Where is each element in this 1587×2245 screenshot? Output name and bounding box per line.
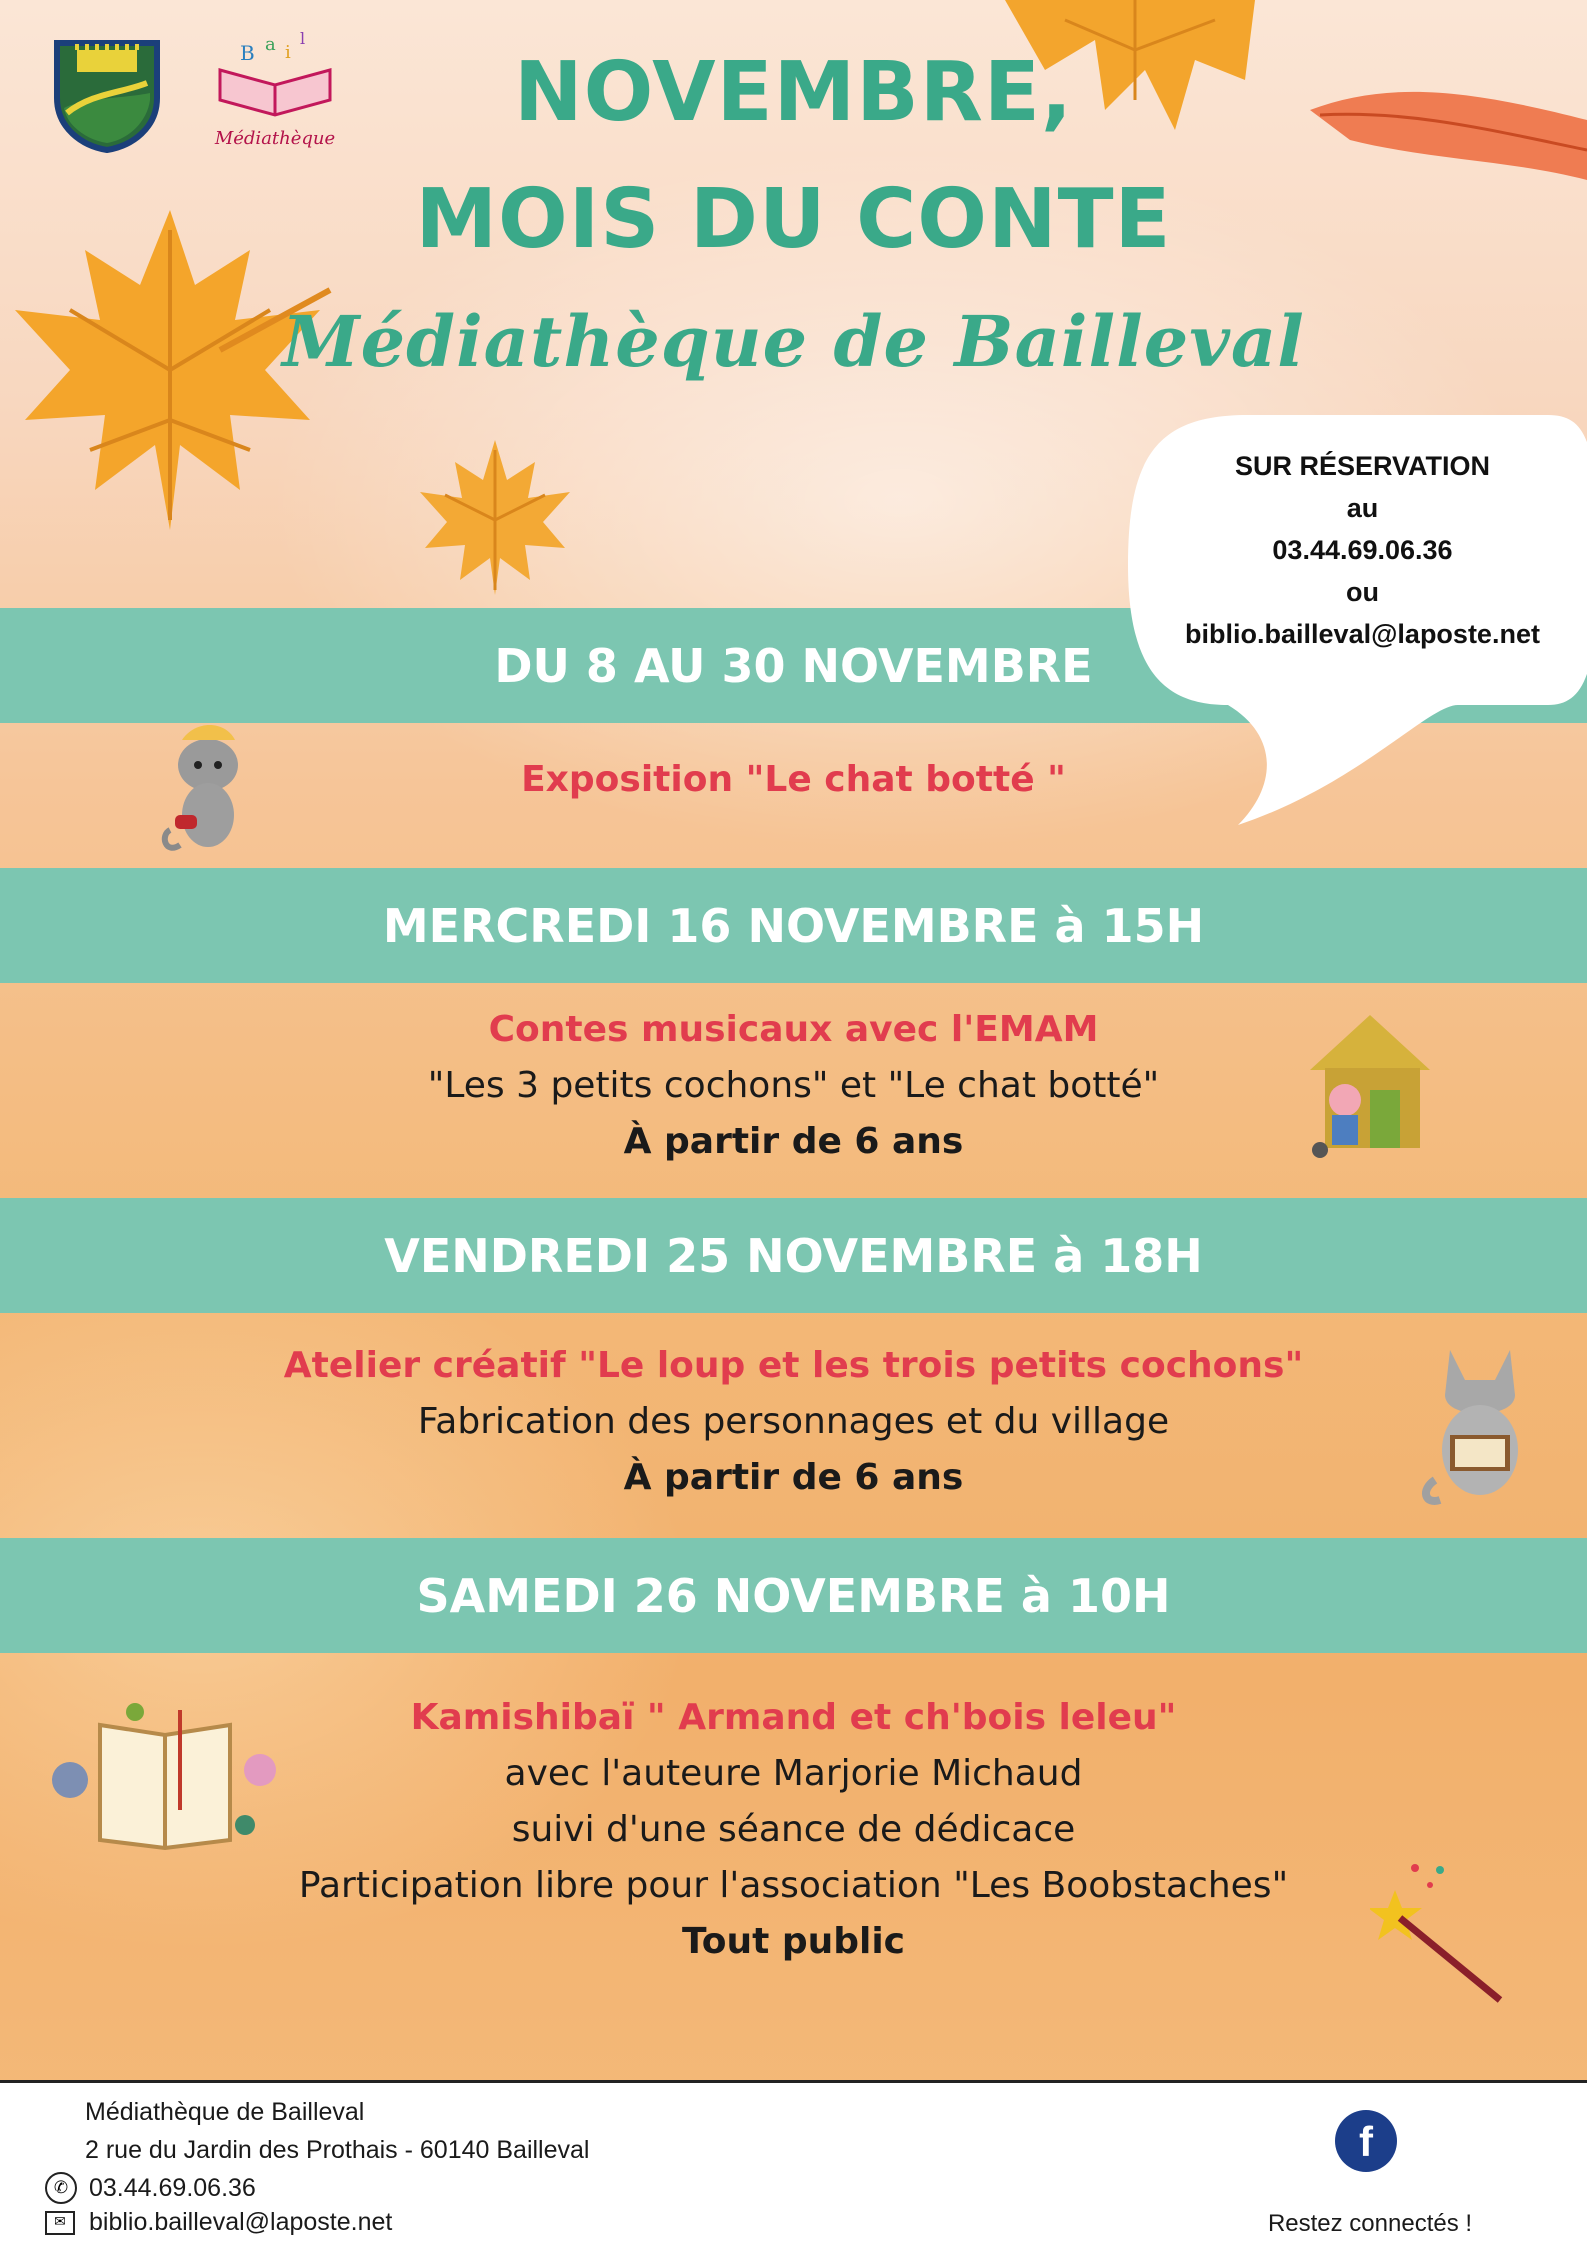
page-title-line2: MOIS DU CONTE xyxy=(415,172,1172,267)
page-title-line1: NOVEMBRE, xyxy=(513,45,1074,140)
event-2-title: Contes musicaux avec l'EMAM xyxy=(488,1009,1099,1050)
event-date-band-3 xyxy=(0,1198,1587,1313)
event-date-2: MERCREDI 16 NOVEMBRE à 15H xyxy=(382,898,1205,953)
svg-text:B: B xyxy=(240,41,255,65)
svg-text:i: i xyxy=(285,42,291,63)
event-3-title: Atelier créatif "Le loup et les trois petits cochons" xyxy=(283,1345,1304,1386)
wolf-reading-icon xyxy=(1420,1340,1540,1510)
event-date-4: SAMEDI 26 NOVEMBRE à 10H xyxy=(416,1568,1171,1623)
reservation-phone: 03.44.69.06.36 xyxy=(1272,535,1453,565)
magic-wand-icon xyxy=(1370,1860,1510,2010)
footer-name: Médiathèque de Bailleval xyxy=(85,2098,365,2126)
event-4-line2: avec l'auteure Marjorie Michaud xyxy=(504,1753,1083,1794)
reservation-line2: au xyxy=(1346,493,1379,523)
event-4-line5: Tout public xyxy=(681,1921,906,1962)
event-3-line2: Fabrication des personnages et du village xyxy=(417,1401,1170,1442)
cat-illustration-icon xyxy=(160,720,250,860)
straw-house-pig-icon xyxy=(1300,1010,1440,1160)
footer-phone: 03.44.69.06.36 xyxy=(89,2173,256,2202)
event-3-content xyxy=(0,1338,1587,1506)
reservation-line1: SUR RÉSERVATION xyxy=(1234,451,1491,481)
svg-text:a: a xyxy=(265,34,276,55)
footer-phone-row xyxy=(45,2172,256,2204)
reservation-email: biblio.bailleval@laposte.net xyxy=(1185,619,1540,649)
event-2-line3: À partir de 6 ans xyxy=(623,1121,964,1162)
storybook-illustration-icon xyxy=(40,1700,290,1850)
phone-icon: ✆ xyxy=(45,2172,77,2204)
mediatheque-logo-text: Médiathèque xyxy=(214,128,336,149)
page-subtitle: Médiathèque de Bailleval xyxy=(282,300,1305,383)
event-3-line3: À partir de 6 ans xyxy=(623,1457,964,1498)
footer-address: 2 rue du Jardin des Prothais - 60140 Bailleval xyxy=(85,2136,590,2164)
reservation-text xyxy=(1150,445,1575,655)
event-4-line3: suivi d'une séance de dédicace xyxy=(511,1809,1076,1850)
facebook-icon[interactable]: f xyxy=(1335,2110,1397,2172)
svg-text:l: l xyxy=(300,30,306,48)
event-2-line2: "Les 3 petits cochons" et "Le chat botté" xyxy=(427,1065,1160,1106)
footer-email: biblio.bailleval@laposte.net xyxy=(89,2208,393,2236)
reservation-line4: ou xyxy=(1346,577,1379,607)
footer-social-text: Restez connectés ! xyxy=(1267,2210,1473,2237)
maple-leaf-small-icon xyxy=(410,430,580,600)
event-4-title: Kamishibaï " Armand et ch'bois leleu" xyxy=(410,1697,1177,1738)
event-date-band-2 xyxy=(0,868,1587,983)
event-date-1: DU 8 AU 30 NOVEMBRE xyxy=(494,638,1093,693)
event-1-title: Exposition "Le chat botté " xyxy=(521,759,1066,800)
mail-icon: ✉ xyxy=(45,2211,75,2235)
footer-email-row xyxy=(45,2208,392,2237)
event-4-line4: Participation libre pour l'association "Les Boobstaches" xyxy=(298,1865,1289,1906)
event-date-band-4 xyxy=(0,1538,1587,1653)
event-date-3: VENDREDI 25 NOVEMBRE à 18H xyxy=(384,1228,1203,1283)
